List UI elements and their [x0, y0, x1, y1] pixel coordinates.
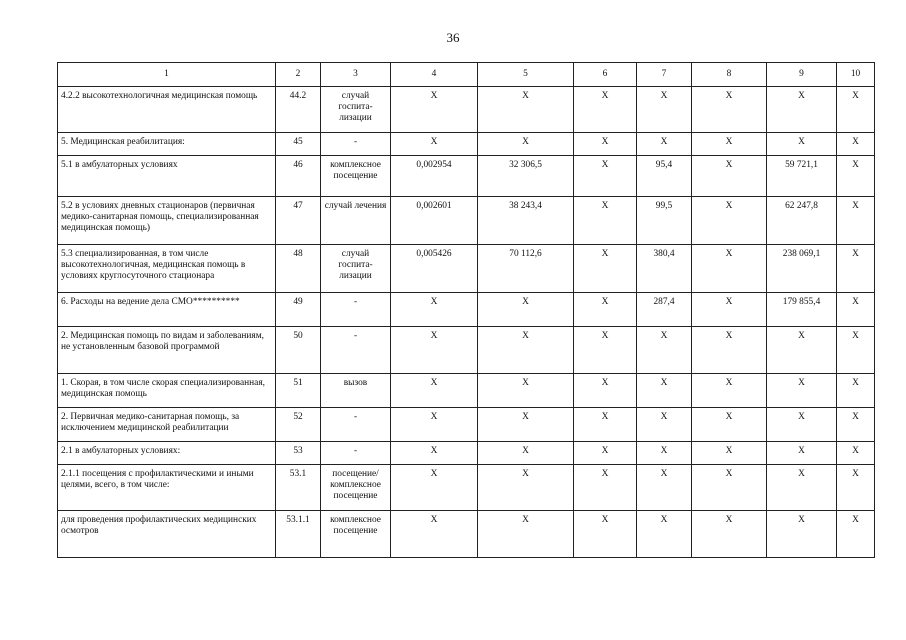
table-cell-col-5: X: [478, 133, 574, 156]
table-cell-col-5: X: [478, 293, 574, 327]
table-row: [58, 408, 875, 442]
table-cell-col-10: X: [837, 408, 875, 442]
row-label-cell: 5.1 в амбулаторных условиях: [58, 156, 276, 197]
table-cell-col-4: X: [391, 87, 478, 133]
table-cell-col-9: X: [767, 408, 837, 442]
table-cell-col-3: комплексное посещение: [321, 511, 391, 558]
table-cell-col-6: X: [574, 133, 637, 156]
table-cell-col-4: X: [391, 511, 478, 558]
header-cell-5: 5: [478, 63, 574, 87]
table-cell-col-7: 287,4: [637, 293, 692, 327]
table-row: [58, 197, 875, 245]
table-cell-col-9: X: [767, 374, 837, 408]
table-row: [58, 156, 875, 197]
header-cell-2: 2: [276, 63, 321, 87]
table-cell-col-2: 51: [276, 374, 321, 408]
table-cell-col-10: X: [837, 465, 875, 511]
table-cell-col-7: 380,4: [637, 245, 692, 293]
table-cell-col-4: 0,002601: [391, 197, 478, 245]
table-cell-col-8: X: [692, 87, 767, 133]
table-cell-col-4: X: [391, 442, 478, 465]
row-label-cell: для проведения профилактических медицинских осмотров: [58, 511, 276, 558]
table-cell-col-7: X: [637, 133, 692, 156]
table-cell-col-6: X: [574, 156, 637, 197]
table-cell-col-2: 53.1: [276, 465, 321, 511]
table-cell-col-6: X: [574, 374, 637, 408]
table-cell-col-6: X: [574, 245, 637, 293]
table-cell-col-2: 48: [276, 245, 321, 293]
table-cell-col-5: X: [478, 87, 574, 133]
table-row: [58, 133, 875, 156]
table-cell-col-5: X: [478, 408, 574, 442]
table-cell-col-7: X: [637, 408, 692, 442]
table-cell-col-6: X: [574, 197, 637, 245]
table-cell-col-4: X: [391, 327, 478, 374]
table-cell-col-6: X: [574, 465, 637, 511]
table-cell-col-5: 32 306,5: [478, 156, 574, 197]
table-cell-col-7: X: [637, 465, 692, 511]
header-cell-1: 1: [58, 63, 276, 87]
table-cell-col-6: X: [574, 408, 637, 442]
table-cell-col-2: 49: [276, 293, 321, 327]
table-cell-col-10: X: [837, 133, 875, 156]
row-label-cell: 4.2.2 высокотехнологичная медицинская помощь: [58, 87, 276, 133]
table-cell-col-3: -: [321, 293, 391, 327]
table-cell-col-4: X: [391, 465, 478, 511]
row-label-cell: 2.1 в амбулаторных условиях:: [58, 442, 276, 465]
table-cell-col-2: 45: [276, 133, 321, 156]
table-cell-col-10: X: [837, 197, 875, 245]
table-cell-col-8: X: [692, 293, 767, 327]
table-cell-col-7: X: [637, 442, 692, 465]
table-cell-col-10: X: [837, 511, 875, 558]
table-cell-col-5: X: [478, 374, 574, 408]
table-cell-col-10: X: [837, 327, 875, 374]
table-cell-col-6: X: [574, 327, 637, 374]
table-cell-col-8: X: [692, 442, 767, 465]
table-cell-col-7: 95,4: [637, 156, 692, 197]
table-cell-col-5: X: [478, 442, 574, 465]
table-cell-col-9: X: [767, 87, 837, 133]
table-cell-col-8: X: [692, 465, 767, 511]
header-cell-9: 9: [767, 63, 837, 87]
table-cell-col-7: X: [637, 327, 692, 374]
table-cell-col-3: -: [321, 408, 391, 442]
table-cell-col-4: X: [391, 374, 478, 408]
table-cell-col-7: 99,5: [637, 197, 692, 245]
table-cell-col-3: посещение/ комплексное посещение: [321, 465, 391, 511]
table-cell-col-5: X: [478, 465, 574, 511]
table-cell-col-8: X: [692, 156, 767, 197]
table-cell-col-6: X: [574, 511, 637, 558]
table-cell-col-10: X: [837, 442, 875, 465]
table-row: [58, 465, 875, 511]
table-body: [58, 63, 875, 558]
row-label-cell: 5.2 в условиях дневных стационаров (первичная медико-санитарная помощь, специализированная медицинская помощь): [58, 197, 276, 245]
table-cell-col-6: X: [574, 293, 637, 327]
table-cell-col-9: X: [767, 511, 837, 558]
table-cell-col-5: 70 112,6: [478, 245, 574, 293]
table-row: [58, 442, 875, 465]
table-cell-col-2: 52: [276, 408, 321, 442]
table-cell-col-8: X: [692, 197, 767, 245]
row-label-cell: 5.3 специализированная, в том числе высокотехнологичная, медицинская помощь в условиях круглосуточного стационара: [58, 245, 276, 293]
table-cell-col-3: -: [321, 327, 391, 374]
table-cell-col-8: X: [692, 408, 767, 442]
header-cell-6: 6: [574, 63, 637, 87]
table-row: [58, 511, 875, 558]
table-cell-col-2: 47: [276, 197, 321, 245]
table-cell-col-2: 46: [276, 156, 321, 197]
table-row: [58, 245, 875, 293]
table-cell-col-3: вызов: [321, 374, 391, 408]
table-cell-col-4: X: [391, 293, 478, 327]
table-cell-col-9: 59 721,1: [767, 156, 837, 197]
table-cell-col-4: 0,002954: [391, 156, 478, 197]
table-cell-col-2: 44.2: [276, 87, 321, 133]
table-cell-col-2: 50: [276, 327, 321, 374]
row-label-cell: 6. Расходы на ведение дела СМО**********: [58, 293, 276, 327]
table-cell-col-5: X: [478, 511, 574, 558]
table-cell-col-8: X: [692, 374, 767, 408]
table-cell-col-7: X: [637, 87, 692, 133]
table-row: [58, 87, 875, 133]
table-cell-col-9: 179 855,4: [767, 293, 837, 327]
table-cell-col-7: X: [637, 374, 692, 408]
table-cell-col-6: X: [574, 87, 637, 133]
row-label-cell: 2.1.1 посещения с профилактическими и иными целями, всего, в том числе:: [58, 465, 276, 511]
table-cell-col-10: X: [837, 293, 875, 327]
table-cell-col-4: X: [391, 408, 478, 442]
table-cell-col-8: X: [692, 245, 767, 293]
data-table: [57, 62, 875, 558]
table-cell-col-9: 62 247,8: [767, 197, 837, 245]
row-label-cell: 2. Первичная медико-санитарная помощь, за исключением медицинской реабилитации: [58, 408, 276, 442]
table-cell-col-3: -: [321, 442, 391, 465]
header-row: [58, 63, 875, 87]
table-cell-col-9: 238 069,1: [767, 245, 837, 293]
table-cell-col-3: -: [321, 133, 391, 156]
table-cell-col-8: X: [692, 327, 767, 374]
header-cell-3: 3: [321, 63, 391, 87]
table-cell-col-10: X: [837, 87, 875, 133]
table-cell-col-8: X: [692, 133, 767, 156]
table-row: [58, 374, 875, 408]
table-cell-col-5: X: [478, 327, 574, 374]
table-cell-col-5: 38 243,4: [478, 197, 574, 245]
table-cell-col-8: X: [692, 511, 767, 558]
table-cell-col-2: 53.1.1: [276, 511, 321, 558]
table-cell-col-3: комплексное посещение: [321, 156, 391, 197]
table-cell-col-3: случай госпита-лизации: [321, 87, 391, 133]
header-cell-8: 8: [692, 63, 767, 87]
table-cell-col-3: случай госпита-лизации: [321, 245, 391, 293]
table-cell-col-4: X: [391, 133, 478, 156]
header-cell-7: 7: [637, 63, 692, 87]
table-cell-col-9: X: [767, 442, 837, 465]
table-cell-col-10: X: [837, 245, 875, 293]
table-cell-col-10: X: [837, 156, 875, 197]
page-number: 36: [446, 30, 460, 45]
table-row: [58, 293, 875, 327]
table-cell-col-3: случай лечения: [321, 197, 391, 245]
row-label-cell: 2. Медицинская помощь по видам и заболеваниям, не установленным базовой программой: [58, 327, 276, 374]
table-cell-col-9: X: [767, 327, 837, 374]
table-cell-col-9: X: [767, 465, 837, 511]
header-cell-10: 10: [837, 63, 875, 87]
table-cell-col-9: X: [767, 133, 837, 156]
header-cell-4: 4: [391, 63, 478, 87]
table-row: [58, 327, 875, 374]
table-cell-col-10: X: [837, 374, 875, 408]
row-label-cell: 5. Медицинская реабилитация:: [58, 133, 276, 156]
table-cell-col-2: 53: [276, 442, 321, 465]
table-cell-col-4: 0,005426: [391, 245, 478, 293]
table-cell-col-6: X: [574, 442, 637, 465]
row-label-cell: 1. Скорая, в том числе скорая специализированная, медицинская помощь: [58, 374, 276, 408]
table-cell-col-7: X: [637, 511, 692, 558]
